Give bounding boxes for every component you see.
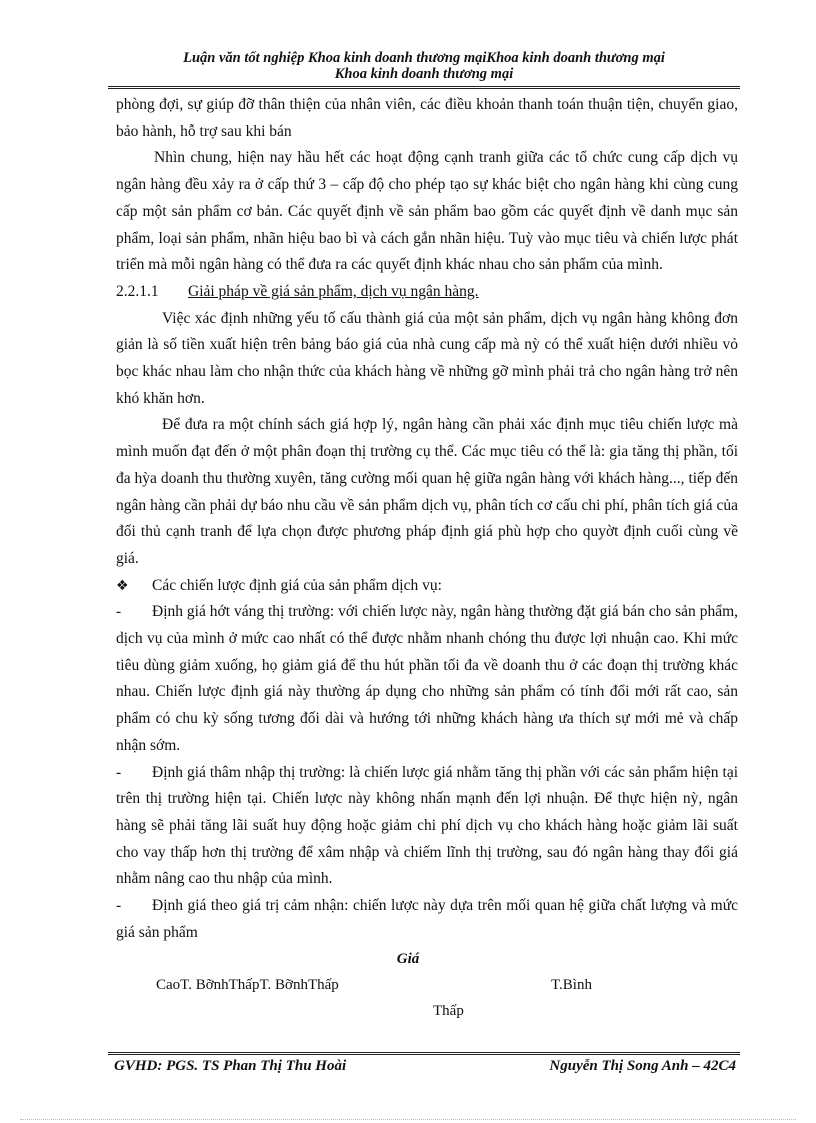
paragraph: Việc xác định những yếu tố cấu thành giá của một sản phẩm, dịch vụ ngân hàng không đơn giản là số tiền xuất hiện trên bảng báo giá của nhà cung cấp mà nỳ có thể xuất hiện dưới nhiều vỏ bọc khác nhau làm cho nhận thức của khách hàng về những gỡ mình phải trả cho ngân hàng trở nên khó khăn hơn. — [116, 309, 738, 407]
dash-marker: - — [116, 897, 122, 915]
dash-item — [116, 599, 738, 759]
header-rule — [108, 86, 740, 89]
section-heading — [116, 279, 738, 306]
bullet-text: Các chiến lược định giá của sản phẩm dịch vụ: — [152, 576, 442, 594]
dash-item — [116, 760, 738, 894]
dash-marker: - — [116, 603, 122, 621]
figure-title: Giá — [396, 951, 420, 967]
diamond-bullet-icon: ❖ — [116, 577, 129, 594]
figure-row-left: CaoT. BỡnhThấpT. BỡnhThấp — [156, 977, 339, 993]
footer-author: Nguyễn Thị Song Anh – 42C4 — [549, 1058, 736, 1074]
document-body — [116, 92, 738, 947]
dash-item — [116, 893, 738, 946]
dash-text: Định giá hớt váng thị trường: với chiến lược này, ngân hàng thường đặt giá bán cho sản phẩm, dịch vụ của mình ở mức cao nhất có thể được nhằm nhanh chóng thu được lợi nhuận cao. Khi mức tiêu dùng giảm xuống, họ giảm giá để thu hút phần tối đa về doanh thu ở các đoạn thị trường khác nhau. Chiến lược định giá này thường áp dụng cho những sản phẩm có tính đổi mới rất cao, sản phẩm có chu kỳ sống tương đối dài và hướng tới những khách hàng ưa thích sự mới mẻ và chấp nhận sớm. — [116, 603, 738, 754]
paragraph: phòng đợi, sự giúp đỡ thân thiện của nhân viên, các điều khoản thanh toán thuận tiện, chuyển giao, bảo hành, hỗ trợ sau khi bán — [116, 96, 738, 140]
header-line-1: Luận văn tốt nghiệp Khoa kinh doanh thương mạiKhoa kinh doanh thương mại — [183, 50, 665, 66]
section-number: 2.2.1.1 — [116, 282, 159, 300]
dash-text: Định giá thâm nhập thị trường: là chiến lược giá nhằm tăng thị phần với các sản phẩm hiện tại trên thị trường hiện tại. Chiến lược này không nhấn mạnh đến lợi nhuận. Để thực hiện nỳ, ngân hàng sẽ phải tăng lãi suất huy động hoặc giảm chi phí dịch vụ cho khách hàng hoặc giảm lãi suất cho vay thấp hơn thị trường để xâm nhập và chiếm lĩnh thị trường, sau đó ngân hàng thay đổi giá nhằm nâng cao thu nhập của mình. — [116, 763, 738, 888]
dash-text: Định giá theo giá trị cảm nhận: chiến lược này dựa trên mối quan hệ giữa chất lượng và mức giá sản phẩm — [116, 897, 738, 941]
footer-rule — [108, 1052, 740, 1055]
figure-row-right: T.Bình — [551, 977, 592, 993]
page-header — [110, 50, 738, 82]
section-title: Giải pháp về giá sản phẩm, dịch vụ ngân hàng. — [188, 282, 479, 300]
paragraph: Nhìn chung, hiện nay hầu hết các hoạt động cạnh tranh giữa các tổ chức cung cấp dịch vụ ngân hàng đều xảy ra ở cấp thứ 3 – cấp độ cho phép tạo sự khác biệt cho ngân hàng khi cùng cung cấp một sản phẩm cơ bản. Các quyết định về sản phẩm bao gồm các quyết định về danh mục sản phẩm, loại sản phẩm, nhãn hiệu bao bì và cách gắn nhãn hiệu. Tuỳ vào mục tiêu và chiến lược phát triển mà mỗi ngân hàng có thể đưa ra các quyết định khác nhau cho sản phẩm của mình. — [116, 149, 738, 274]
footer-supervisor: GVHD: PGS. TS Phan Thị Thu Hoài — [114, 1058, 347, 1074]
header-line-2: Khoa kinh doanh thương mại — [334, 66, 514, 82]
bullet-item — [116, 573, 738, 600]
paragraph: Để đưa ra một chính sách giá hợp lý, ngân hàng cần phải xác định mục tiêu chiến lược mà mình muốn đạt đến ở một phân đoạn thị trường cụ thể. Các mục tiêu có thể là: gia tăng thị phần, tối đa hỳa doanh thu thường xuyên, tăng cường mối quan hệ giữa ngân hàng với khách hàng..., tiếp đến ngân hàng cần phải dự báo nhu cầu về sản phẩm dịch vụ, phân tích cơ cấu chi phí, phân tích giá của đối thủ cạnh tranh để lựa chọn được phương pháp định giá phù hợp cho quyờt định cuối cùng về giá. — [116, 416, 738, 567]
figure-low-label: Thấp — [433, 1003, 464, 1019]
page-bottom-border — [20, 1119, 796, 1120]
dash-marker: - — [116, 763, 122, 781]
